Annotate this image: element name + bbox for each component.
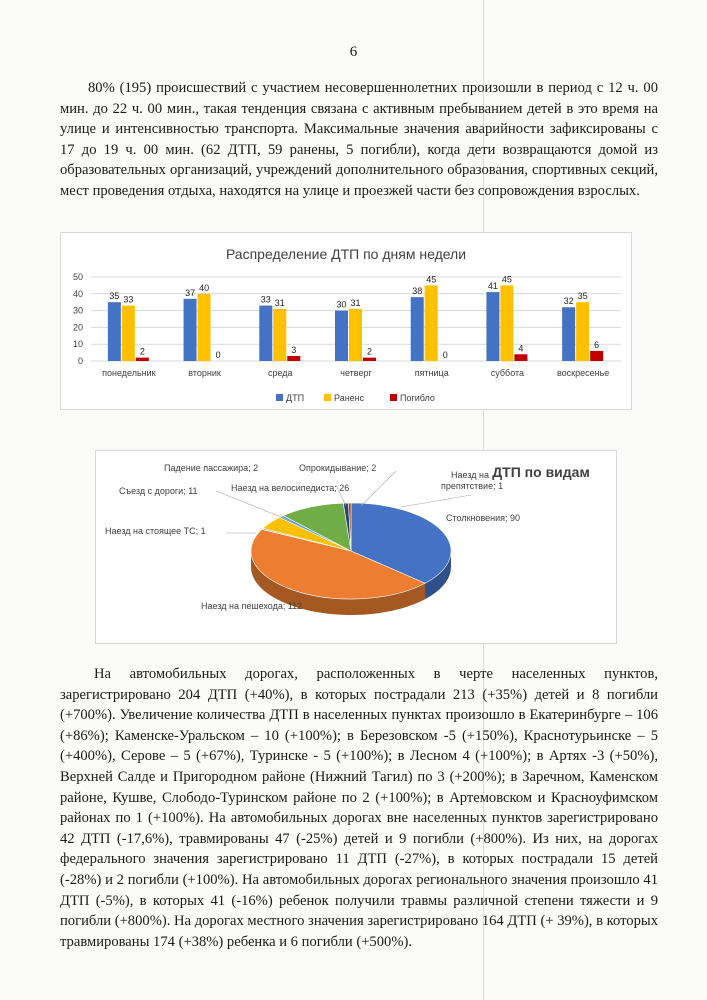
bar-data-label: 0 xyxy=(442,350,448,360)
y-tick-label: 40 xyxy=(72,288,83,299)
paragraph-2: На автомобильных дорогах, расположенных в черте населенных пунктов, зарегистрировано 204 ДТП (+40%), в которых пострадали 213 (+35%) детей и 8 погибли (+700%). Увеличение количества ДТП в населенных пунктах произошло в Екатеринбурге – 106 (+86%); Каменске-Уральском – 10 (+100%); в Березовском -5 (+150%), Краснотурьинске – 5 (+400%), Серове – 5 (+67%), Туринске - 5 (+100%); в Лесном 4 (+100%); в Артях -3 (+50%), Верхней Салде и Пригородном районе (Нижний Тагил) по 3 (+200%); в Заречном, Каменском районе, Кушве, Слободо-Туринском районе по 2 (+100%); в Артемовском и Красноуфимском районах по 1 (+100%). На автомобильных дорогах вне населенных пунктов зарегистрировано 42 ДТП (-17,6%), травмированы 47 (-25%) детей и 9 погибли (+800%). Из них, на дорогах федерального значения зарегистрировано 11 ДТП (-27%), в которых пострадали 15 детей (-28%) и 2 погибли (+100%). На автомобильных дорогах регионального значения произошло 41 ДТП (-5%), в которых 41 (-16%) ребенок получили травмы различной степени тяжести и 9 погибли (+800%). На дорогах местного значения зарегистрировано 164 ДТП (+ 39%), в которых травмированы 174 (+38%) ребенка и 6 погибли (+500%). xyxy=(60,666,658,950)
y-tick-label: 30 xyxy=(72,305,83,316)
x-tick-label: воскресенье xyxy=(556,368,610,378)
y-tick-label: 50 xyxy=(72,272,83,282)
bar-data-label: 33 xyxy=(123,294,134,305)
leader-line xyxy=(216,491,291,521)
bar xyxy=(259,306,272,361)
legend-swatch xyxy=(276,394,283,401)
bar-data-label: 30 xyxy=(336,299,347,310)
bar-data-label: 2 xyxy=(366,346,373,357)
bar xyxy=(198,294,211,361)
pie-slice-label: препятствие; 1 xyxy=(441,481,504,491)
bar xyxy=(108,302,121,361)
bar-data-label: 2 xyxy=(139,346,145,357)
legend-label: Погибло xyxy=(400,393,435,403)
bar xyxy=(136,358,149,361)
pie-slice-label: Съезд с дороги; 11 xyxy=(119,486,198,496)
x-tick-label: четверг xyxy=(340,368,372,378)
y-tick-label: 0 xyxy=(77,356,83,366)
bar xyxy=(335,311,348,361)
bar-chart-title: Распределение ДТП по дням недели xyxy=(225,246,467,262)
bar xyxy=(287,356,300,361)
bar xyxy=(500,285,513,361)
bar-data-label: 35 xyxy=(577,291,588,302)
bar xyxy=(514,354,527,361)
pie-slice-label: Столкновения; 90 xyxy=(446,513,521,523)
bar-data-label: 40 xyxy=(199,282,210,293)
x-tick-label: понедельник xyxy=(102,368,156,378)
x-tick-label: среда xyxy=(267,368,293,378)
bar xyxy=(363,358,376,361)
legend-label: ДТП xyxy=(286,393,305,403)
bar-data-label: 0 xyxy=(215,350,221,360)
y-tick-label: 20 xyxy=(72,322,83,333)
pie-chart-types xyxy=(95,450,617,644)
y-tick-label: 10 xyxy=(72,339,83,350)
bar xyxy=(486,292,499,361)
bar-data-label: 45 xyxy=(426,274,437,285)
bar xyxy=(425,285,438,361)
bar-data-label: 33 xyxy=(260,294,271,305)
bar-chart-svg xyxy=(61,233,631,409)
bar-data-label: 45 xyxy=(501,274,512,285)
pie-slice-label: Наезд на пешехода; 112 xyxy=(201,601,303,611)
pie-slice-label: Наезд на стоящее ТС; 1 xyxy=(105,526,206,536)
bar xyxy=(184,299,197,361)
pie-slice-label: Наезд на xyxy=(451,470,489,480)
bar-data-label: 41 xyxy=(487,281,498,292)
bar xyxy=(122,306,135,361)
bar xyxy=(273,309,286,361)
bar-chart-days xyxy=(60,232,632,410)
bar-data-label: 3 xyxy=(291,344,297,355)
pie-chart-title: ДТП по видам xyxy=(492,464,590,480)
legend-label: Раненс xyxy=(334,393,365,403)
x-tick-label: пятница xyxy=(414,368,449,378)
bar xyxy=(590,351,603,361)
leader-line xyxy=(361,471,396,506)
bar-data-label: 31 xyxy=(350,297,361,308)
bar xyxy=(411,297,424,361)
pie-slice-label: Падение пассажира; 2 xyxy=(164,463,259,473)
pie-slice-label: Опрокидывание; 2 xyxy=(299,463,377,473)
bar-data-label: 37 xyxy=(185,287,196,298)
leader-line xyxy=(401,495,471,507)
legend-swatch xyxy=(324,394,331,401)
bar-data-label: 4 xyxy=(518,343,524,354)
paragraph-1: 80% (195) происшествий с участием несовершеннолетних произошли в период с 12 ч. 00 мин. до 22 ч. 00 мин., такая тенденция связана с активным пребыванием детей в это время на улице и интенсивностью транспорта. Максимальные значения аварийности зафиксированы с 17 до 19 ч. 00 мин. (62 ДТП, 59 ранены, 5 погибли), когда дети возвращаются домой из образовательных организаций, учреждений дополнительного образования, спортивных секций, мест проведения отдыха, находятся на улице и проезжей части без сопровождения взрослых. xyxy=(60,80,658,199)
bar xyxy=(576,302,589,361)
bar xyxy=(349,309,362,361)
pie-chart-svg xyxy=(96,451,616,643)
bar-data-label: 35 xyxy=(109,291,120,302)
bar-data-label: 6 xyxy=(594,339,600,350)
x-tick-label: суббота xyxy=(490,368,525,378)
legend-swatch xyxy=(390,394,397,401)
x-tick-label: вторник xyxy=(188,368,221,378)
bar-data-label: 38 xyxy=(412,286,423,297)
bar xyxy=(562,307,575,361)
page-number: 6 xyxy=(349,44,358,60)
bar-data-label: 31 xyxy=(274,297,285,308)
bar-data-label: 32 xyxy=(563,296,574,307)
pie-slice-label: Наезд на велосипедиста; 26 xyxy=(231,483,350,493)
